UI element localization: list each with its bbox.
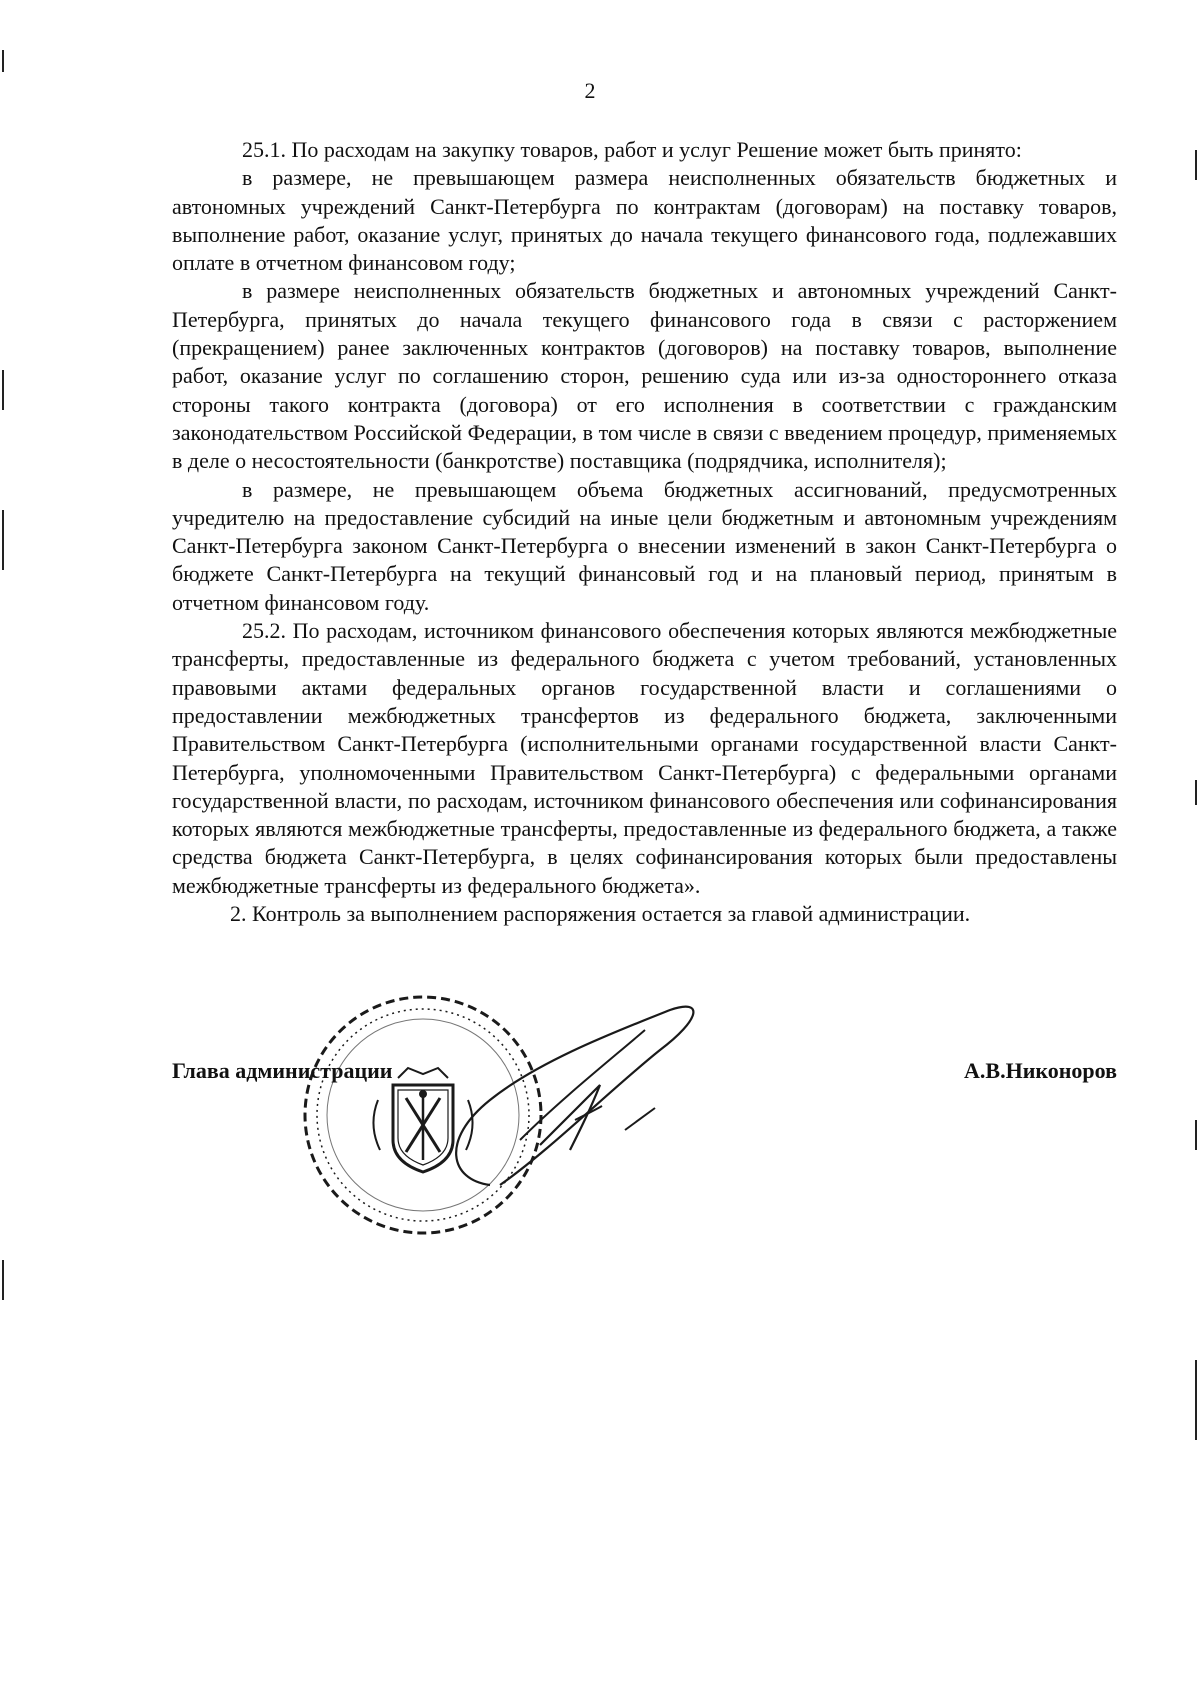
page-number: 2 (584, 78, 596, 103)
paragraph-control: 2. Контроль за выполнением распоряжения остается за главой администрации. (230, 901, 971, 927)
scan-edge-mark (2, 370, 4, 410)
paragraph-unfulfilled-obligations: в размере, не превышающем размера неисполненных обязательств бюджетных и автономных учреждений Санкт-Петербурга по контрактам (договорам) на поставку товаров, выполнение работ, оказание услуг, принятых до начала текущего финансового года, подлежавших оплате в отчетном финансовом году; (172, 165, 1117, 276)
scan-edge-mark (1195, 1120, 1197, 1150)
paragraph-25-2: 25.2. По расходам, источником финансового обеспечения которых являются межбюджетные трансферты, предоставленные из федерального бюджета с учетом требований, установленных правовыми актами федеральных органов государственной власти и соглашениями о предоставлении межбюджетных трансфертов из федерального бюджета, заключенными Правительством Санкт-Петербурга (исполнительными органами государственной власти Санкт-Петербурга, уполномоченными Правительством Санкт-Петербурга) с федеральными органами государственной власти, по расходам, источником финансового обеспечения или софинансирования которых являются межбюджетные трансферты, предоставленные из федерального бюджета, а также средства бюджета Санкт-Петербурга, в целях софинансирования которых были предоставлены межбюджетные трансферты из федерального бюджета». (172, 618, 1117, 898)
scan-edge-mark (2, 1260, 4, 1300)
paragraph-terminated-contracts: в размере неисполненных обязательств бюджетных и автономных учреждений Санкт-Петербурга, принятых до начала текущего финансового года в связи с расторжением (прекращением) ранее заключенных контрактов (договоров) на поставку товаров, выполнение работ, оказание услуг по соглашению сторон, решению суда или из-за одностороннего отказа стороны такого контракта (договора) от его исполнения в соответствии с гражданским законодательством Российской Федерации, в том числе в связи с введением процедур, применяемых в деле о несостоятельности (банкротстве) поставщика (подрядчика, исполнителя); (172, 278, 1117, 474)
paragraph-budget-allocations: в размере, не превышающем объема бюджетных ассигнований, предусмотренных учредителю на предоставление субсидий на иные цели бюджетным и автономным учреждениям Санкт-Петербурга законом Санкт-Петербурга о внесении изменений в закон Санкт-Петербурга о бюджете Санкт-Петербурга на текущий финансовый год и на плановый период, принятым в отчетном финансовом году. (172, 476, 1117, 615)
signatory-position: Глава администрации (172, 1058, 393, 1083)
paragraph-25-1: 25.1. По расходам на закупку товаров, работ и услуг Решение может быть принято: (242, 137, 1022, 162)
scan-edge-mark (1195, 780, 1197, 805)
scan-edge-mark (2, 510, 4, 570)
handwritten-signature-icon (430, 990, 760, 1210)
scan-edge-mark (1195, 1360, 1197, 1440)
scan-edge-mark (1195, 150, 1197, 180)
signatory-name: А.В.Никоноров (964, 1058, 1117, 1083)
scan-edge-mark (2, 50, 4, 72)
document-body (172, 136, 1117, 928)
